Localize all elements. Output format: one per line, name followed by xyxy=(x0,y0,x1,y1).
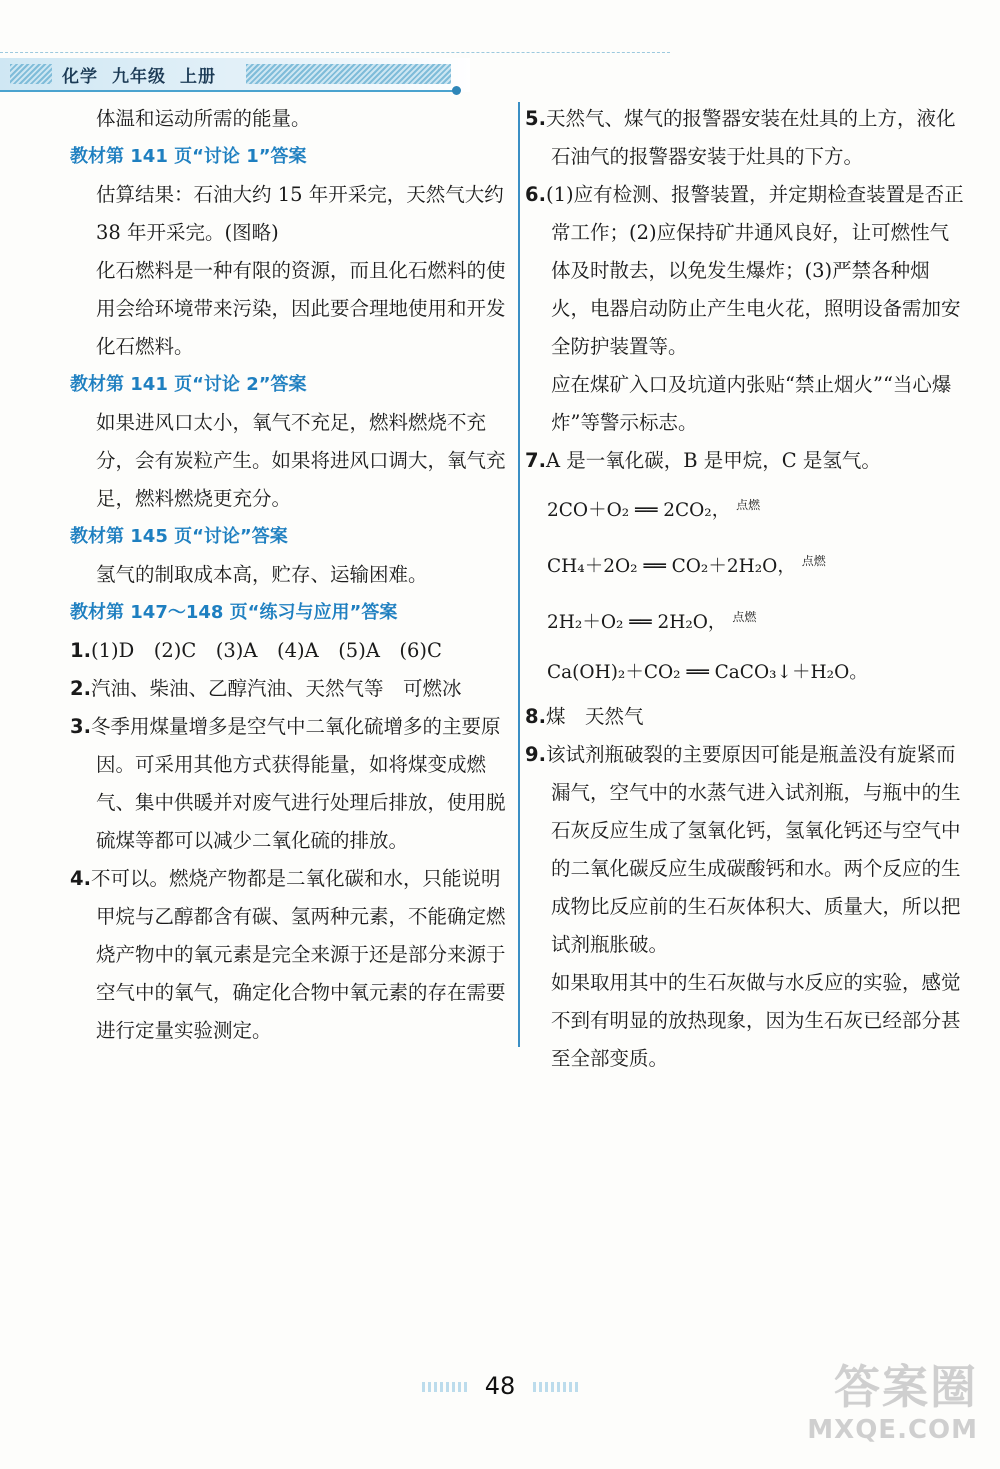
equation-limewater xyxy=(525,648,965,698)
answer-text: 汽油、柴油、乙醇汽油、天然气等 可燃冰 xyxy=(90,677,462,700)
equation-hydrogen-combustion xyxy=(525,592,965,648)
paragraph-fossil-fuel: 化石燃料是一种有限的资源，而且化石燃料的使用会给环境带来污染，因此要合理地使用和开发化石燃料。 xyxy=(96,259,506,358)
answer-number: 5. xyxy=(525,107,546,130)
answer-item-6 xyxy=(525,176,965,366)
footer-ornament-right xyxy=(533,1382,578,1392)
answer-text: 冬季用煤量增多是空气中二氧化硫增多的主要原因。可采用其他方式获得能量，如将煤变成燃气、集中供暖并对废气进行处理后排放，使用脱硫煤等都可以减少二氧化硫的排放。 xyxy=(90,715,506,852)
answer-number: 9. xyxy=(525,743,546,767)
answer-number: 1. xyxy=(70,639,91,662)
answer-text: (1)应有检测、报警装置，并定期检查装置是否正常工作；(2)应保持矿井通风良好，让可燃性气体及时散去，以免发生爆炸；(3)严禁各种烟火，电器启动防止产生电火花，照明设备需加安全防护装置等。 xyxy=(545,183,964,358)
equation-condition: 点燃 xyxy=(801,554,826,569)
watermark-url: MXQE.COM xyxy=(807,1415,978,1445)
header-stripe-right xyxy=(246,64,451,84)
answer-text: 天然气、煤气的报警器安装在灶具的上方，液化石油气的报警器安装于灶具的下方。 xyxy=(545,107,956,168)
answer-item-9-note: 如果取用其中的生石灰做与水反应的实验，感觉不到有明显的放热现象，因为生石灰已经部分甚至全部变质。 xyxy=(551,971,961,1071)
answer-number: 6. xyxy=(525,183,546,206)
answer-number: 8. xyxy=(525,705,546,729)
running-header xyxy=(62,62,216,86)
answer-item-2 xyxy=(70,670,510,708)
answer-number: 4. xyxy=(70,867,91,890)
answer-text: A 是一氧化碳，B 是甲烷，C 是氢气。 xyxy=(545,449,881,472)
equation-text: 2H₂＋O₂ ══ 2H₂O， xyxy=(547,612,727,634)
page-number: 48 xyxy=(484,1372,516,1400)
header-underline-dot xyxy=(452,86,461,95)
equation-methane-combustion xyxy=(525,536,965,592)
paragraph-continuation: 体温和运动所需的能量。 xyxy=(96,107,311,130)
answer-item-9 xyxy=(525,736,965,964)
header-subject: 化学 xyxy=(62,67,98,87)
answer-number: 3. xyxy=(70,715,91,738)
answer-number: 7. xyxy=(525,449,546,472)
answer-text: 该试剂瓶破裂的主要原因可能是瓶盖没有旋紧而漏气，空气中的水蒸气进入试剂瓶，与瓶中的生石灰反应生成了氢氧化钙，氢氧化钙还与空气中的二氧化碳反应生成碳酸钙和水。两个反应的生成物比反应前的生石灰体积大、质量大，所以把试剂瓶胀破。 xyxy=(545,743,961,957)
header-volume: 上册 xyxy=(180,67,216,87)
header-grade: 九年级 xyxy=(112,67,166,87)
equation-condition: 点燃 xyxy=(732,610,757,625)
header-underline xyxy=(0,90,455,92)
header-stripe-left xyxy=(10,64,52,84)
equation-text: Ca(OH)₂＋CO₂ ══ CaCO₃↓＋H₂O。 xyxy=(547,662,868,684)
left-column xyxy=(70,100,510,1050)
equation-text: CH₄＋2O₂ ══ CO₂＋2H₂O， xyxy=(547,556,796,578)
equation-condition: 点燃 xyxy=(736,498,761,512)
watermark-logo-text: 答案圈 xyxy=(834,1360,978,1414)
paragraph-hydrogen: 氢气的制取成本高，贮存、运输困难。 xyxy=(96,563,428,586)
equation-text: 2CO＋O₂ ══ 2CO₂， xyxy=(547,500,731,522)
section-heading-discussion-145: 教材第 145 页“讨论”答案 xyxy=(70,526,288,547)
answer-item-4 xyxy=(70,860,510,1050)
answer-item-8 xyxy=(525,698,965,736)
section-heading-exercises: 教材第 147～148 页“练习与应用”答案 xyxy=(70,602,398,623)
site-watermark xyxy=(758,1360,978,1455)
equation-co-combustion xyxy=(525,480,965,536)
answer-item-3 xyxy=(70,708,510,860)
answer-item-5 xyxy=(525,100,965,176)
paragraph-estimate: 估算结果：石油大约 15 年开采完，天然气大约 38 年开采完。(图略) xyxy=(96,183,504,244)
section-heading-discussion-1: 教材第 141 页“讨论 1”答案 xyxy=(70,146,307,167)
answer-item-1 xyxy=(70,632,510,670)
column-divider xyxy=(518,102,520,1047)
footer-ornament-left xyxy=(422,1382,467,1392)
section-heading-discussion-2: 教材第 141 页“讨论 2”答案 xyxy=(70,374,307,395)
answer-item-7 xyxy=(525,442,965,480)
answer-text: (1)D (2)C (3)A (4)A (5)A (6)C xyxy=(90,639,442,662)
right-column xyxy=(525,100,965,1078)
answer-item-6-note: 应在煤矿入口及坑道内张贴“禁止烟火”“当心爆炸”等警示标志。 xyxy=(551,373,952,434)
answer-number: 2. xyxy=(70,677,91,700)
paragraph-air-inlet: 如果进风口太小，氧气不充足，燃料燃烧不充分，会有炭粒产生。如果将进风口调大，氧气充足，燃料燃烧更充分。 xyxy=(96,411,506,510)
answer-text: 煤 天然气 xyxy=(545,705,644,729)
answer-text: 不可以。燃烧产物都是二氧化碳和水，只能说明甲烷与乙醇都含有碳、氢两种元素，不能确定燃烧产物中的氧元素是完全来源于还是部分来源于空气中的氧气，确定化合物中氧元素的存在需要进行定量实验测定。 xyxy=(90,867,506,1042)
